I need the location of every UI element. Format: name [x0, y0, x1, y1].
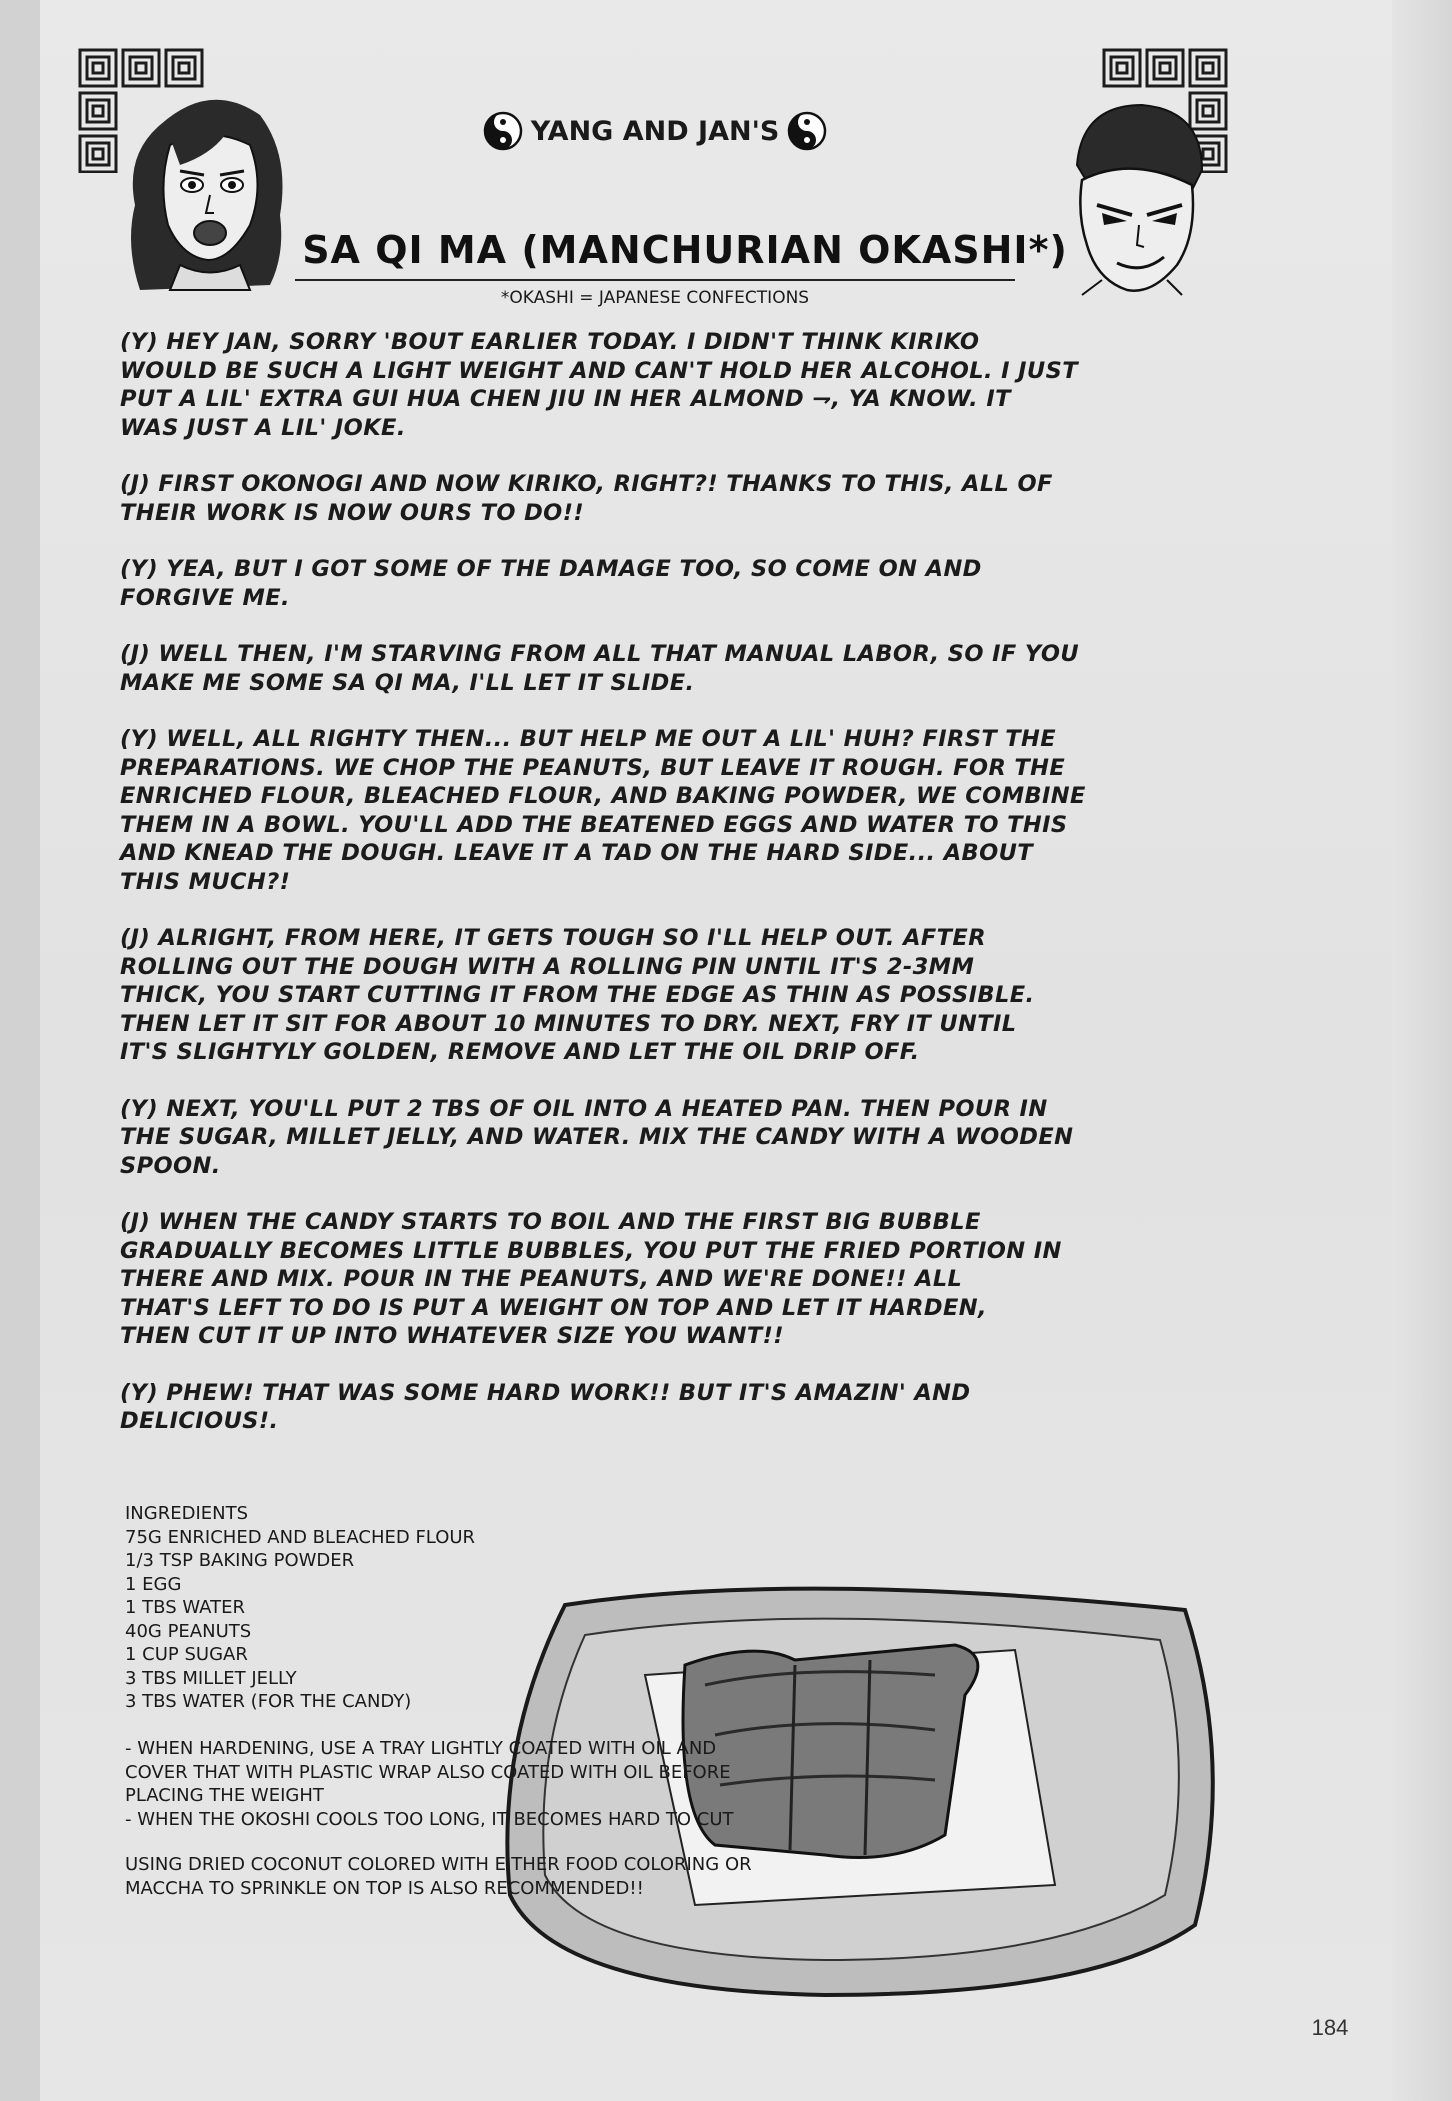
- dialogue-line: (J) ALRIGHT, FROM HERE, IT GETS TOUGH SO I'LL HELP OUT. AFTER: [120, 925, 986, 951]
- dialogue-line: MAKE ME SOME SA QI MA, I'LL LET IT SLIDE.: [120, 669, 695, 696]
- dialogue-line: (Y) NEXT, YOU'LL PUT 2 TBS OF OIL INTO A HEATED PAN. THEN POUR IN: [120, 1095, 1048, 1122]
- dialogue-paragraph-3: [120, 555, 1250, 612]
- recipe-title: SA QI MA (MANCHURIAN OKASHI*): [302, 228, 1068, 272]
- dialogue-line: THEN LET IT SIT FOR ABOUT 10 MINUTES TO DRY. NEXT, FRY IT UNTIL: [120, 1010, 1017, 1037]
- dialogue-paragraph-8: [120, 1208, 1250, 1351]
- dialogue-line: THIS MUCH?!: [120, 868, 291, 895]
- note-line: COVER THAT WITH PLASTIC WRAP ALSO COATED WITH OIL BEFORE: [125, 1761, 731, 1783]
- dialogue-line: AND KNEAD THE DOUGH. LEAVE IT A TAD ON THE HARD SIDE... ABOUT: [120, 840, 1034, 866]
- dialogue-text: [120, 328, 1250, 1464]
- yin-yang-icon-left: [483, 111, 523, 151]
- ingredient-item: 1 CUP SUGAR: [125, 1644, 248, 1665]
- dialogue-line: (Y) WELL, ALL RIGHTY THEN... BUT HELP ME OUT A LIL' HUH? FIRST THE: [120, 726, 1057, 752]
- dialogue-line: SPOON.: [120, 1152, 221, 1179]
- dialogue-line: (Y) PHEW! THAT WAS SOME HARD WORK!! BUT IT'S AMAZIN' AND: [120, 1379, 971, 1406]
- dialogue-line: THEIR WORK IS NOW OURS TO DO!!: [120, 499, 585, 526]
- dialogue-line: ENRICHED FLOUR, BLEACHED FLOUR, AND BAKING POWDER, WE COMBINE: [120, 783, 1086, 809]
- dialogue-line: FORGIVE ME.: [120, 584, 290, 611]
- page-edge-right: [1392, 0, 1452, 2101]
- dialogue-paragraph-6: [120, 924, 1250, 1067]
- dialogue-line: WOULD BE SUCH A LIGHT WEIGHT AND CAN'T HOLD HER ALCOHOL. I JUST: [120, 357, 1078, 384]
- jan-portrait: [120, 85, 300, 305]
- ingredient-item: 40G PEANUTS: [125, 1620, 252, 1642]
- dialogue-line: DELICIOUS!.: [120, 1408, 279, 1434]
- note-line: USING DRIED COCONUT COLORED WITH EITHER FOOD COLORING OR: [125, 1854, 752, 1875]
- dialogue-line: (J) WHEN THE CANDY STARTS TO BOIL AND THE FIRST BIG BUBBLE: [120, 1209, 981, 1235]
- dialogue-line: THE SUGAR, MILLET JELLY, AND WATER. MIX THE CANDY WITH A WOODEN: [120, 1124, 1074, 1150]
- ingredient-item: 1 EGG: [125, 1573, 182, 1595]
- dialogue-line: ROLLING OUT THE DOUGH WITH A ROLLING PIN UNTIL IT'S 2-3MM: [120, 953, 975, 980]
- ingredient-item: 1 TBS WATER: [125, 1597, 245, 1618]
- dialogue-line: PUT A LIL' EXTRA GUI HUA CHEN JIU IN HER ALMOND ⇁, YA KNOW. IT: [120, 386, 1011, 412]
- ingredient-item: 75G ENRICHED AND BLEACHED FLOUR: [125, 1526, 476, 1548]
- dialogue-line: (Y) HEY JAN, SORRY 'BOUT EARLIER TODAY. I DIDN'T THINK KIRIKO: [120, 329, 980, 355]
- dialogue-line: IT'S SLIGHTYLY GOLDEN, REMOVE AND LET THE OIL DRIP OFF.: [120, 1039, 920, 1065]
- recipe-notes: [125, 1737, 885, 1900]
- dialogue-line: (J) WELL THEN, I'M STARVING FROM ALL THAT MANUAL LABOR, SO IF YOU: [120, 641, 1080, 667]
- ingredient-item: 3 TBS WATER (FOR THE CANDY): [125, 1691, 412, 1712]
- dialogue-line: THEN CUT IT UP INTO WHATEVER SIZE YOU WANT!!: [120, 1323, 784, 1349]
- dialogue-line: GRADUALLY BECOMES LITTLE BUBBLES, YOU PUT THE FRIED PORTION IN: [120, 1237, 1062, 1264]
- dialogue-line: WAS JUST A LIL' JOKE.: [120, 414, 406, 441]
- ingredients-list: [125, 1502, 605, 1714]
- dialogue-line: THICK, YOU START CUTTING IT FROM THE EDGE AS THIN AS POSSIBLE.: [120, 982, 1035, 1008]
- dialogue-line: (J) FIRST OKONOGI AND NOW KIRIKO, RIGHT?! THANKS TO THIS, ALL OF: [120, 471, 1053, 497]
- yin-yang-icon-right: [787, 111, 827, 151]
- ingredient-item: 1/3 TSP BAKING POWDER: [125, 1550, 355, 1571]
- header-title-text: YANG AND JAN'S: [530, 115, 780, 147]
- dialogue-paragraph-4: [120, 640, 1250, 697]
- note-line: MACCHA TO SPRINKLE ON TOP IS ALSO RECOMMENDED!!: [125, 1877, 644, 1899]
- dialogue-paragraph-7: [120, 1095, 1250, 1181]
- ingredients-heading: INGREDIENTS: [125, 1503, 249, 1524]
- dialogue-line: THEM IN A BOWL. YOU'LL ADD THE BEATENED EGGS AND WATER TO THIS: [120, 811, 1068, 838]
- dialogue-line: THERE AND MIX. POUR IN THE PEANUTS, AND WE'RE DONE!! ALL: [120, 1266, 963, 1292]
- page-edge-left: [0, 0, 40, 2101]
- note-line: - WHEN HARDENING, USE A TRAY LIGHTLY COATED WITH OIL AND: [125, 1738, 717, 1759]
- header-title: [455, 106, 855, 156]
- dialogue-paragraph-2: [120, 470, 1250, 527]
- page-number: 184: [1311, 2015, 1349, 2040]
- note-line: PLACING THE WEIGHT: [125, 1785, 324, 1806]
- ingredient-item: 3 TBS MILLET JELLY: [125, 1667, 297, 1689]
- yang-portrait: [1042, 95, 1222, 320]
- note-line: - WHEN THE OKOSHI COOLS TOO LONG, IT BECOMES HARD TO CUT: [125, 1808, 734, 1830]
- dialogue-paragraph-9: [120, 1379, 1250, 1436]
- footnote: *OKASHI = JAPANESE CONFECTIONS: [500, 288, 810, 308]
- title-underline: [295, 279, 1015, 281]
- dialogue-line: THAT'S LEFT TO DO IS PUT A WEIGHT ON TOP AND LET IT HARDEN,: [120, 1294, 987, 1321]
- dialogue-paragraph-1: [120, 328, 1250, 442]
- dialogue-line: (Y) YEA, BUT I GOT SOME OF THE DAMAGE TOO, SO COME ON AND: [120, 556, 982, 582]
- dialogue-paragraph-5: [120, 725, 1250, 896]
- dialogue-line: PREPARATIONS. WE CHOP THE PEANUTS, BUT LEAVE IT ROUGH. FOR THE: [120, 754, 1066, 781]
